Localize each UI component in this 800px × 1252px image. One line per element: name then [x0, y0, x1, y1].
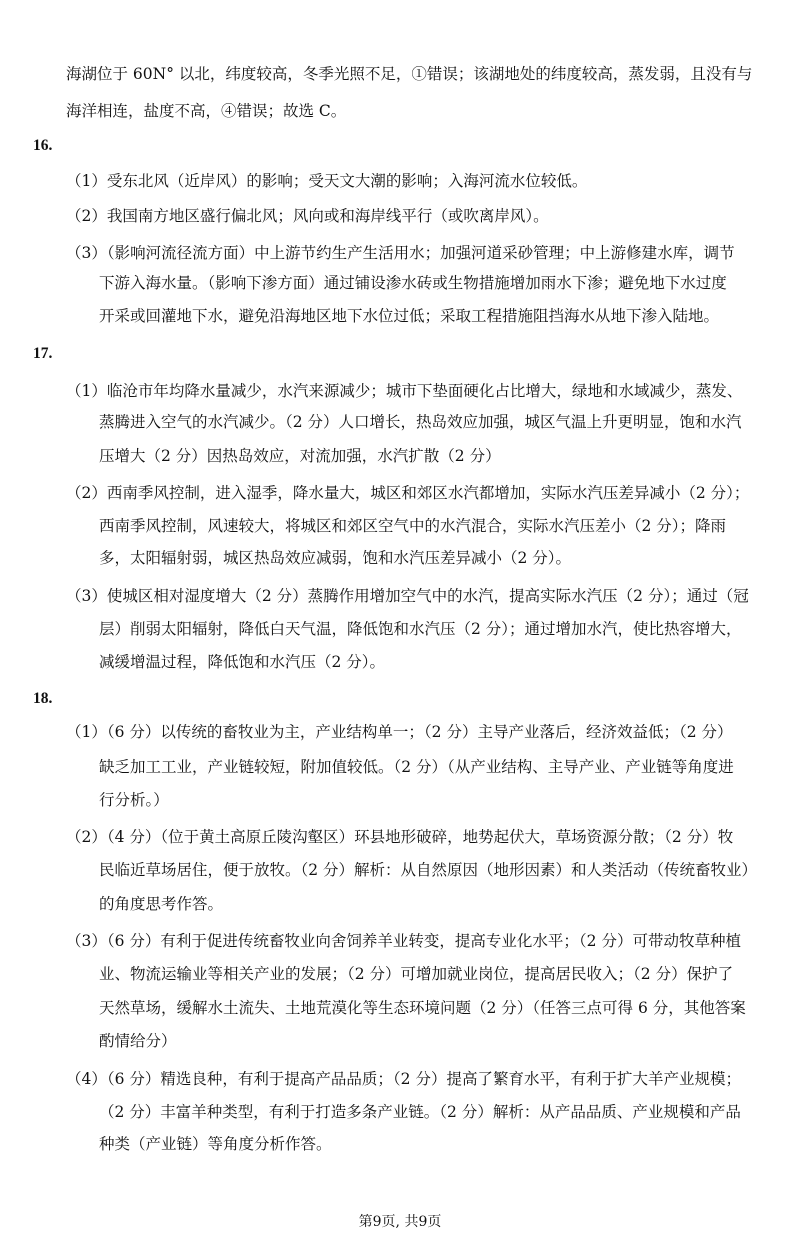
q18-answer-1-line: 行分析。） — [99, 791, 169, 809]
q16-answer-1-line: （1）受东北风（近岸风）的影响；受天文大潮的影响；入海河流水位较低。 — [66, 172, 588, 190]
question-number-16: 16. — [33, 137, 53, 154]
q18-answer-3-line: 天然草场，缓解水土流失、土地荒漠化等生态环境问题（2 分）（任答三点可得 6 分，其他答案 — [99, 999, 746, 1017]
q17-answer-2-line: 西南季风控制，风速较大，将城区和郊区空气中的水汽混合，实际水汽压差小（2 分）；降雨 — [99, 517, 727, 535]
q17-answer-1-line: 压增大（2 分）因热岛效应，对流加强，水汽扩散（2 分） — [99, 447, 501, 465]
q18-answer-2-line: 民临近草场居住，便于放牧。（2 分）解析：从自然原因（地形因素）和人类活动（传统畜牧业） — [99, 861, 758, 879]
q18-answer-3-line: 酌情给分） — [99, 1032, 177, 1050]
q17-answer-1-line: 蒸腾进入空气的水汽减少。（2 分）人口增长，热岛效应加强，城区气温上升更明显，饱和水汽 — [99, 413, 742, 431]
question-number-17: 17. — [33, 345, 53, 362]
q17-answer-3-line: （3）使城区相对湿度增大（2 分）蒸腾作用增加空气中的水汽，提高实际水汽压（2 分）；通过（冠 — [66, 587, 749, 605]
intro-line: 海湖位于 60N° 以北，纬度较高，冬季光照不足，①错误；该湖地处的纬度较高，蒸发弱，且没有与 — [66, 65, 753, 83]
q16-answer-3-line: 开采或回灌地下水，避免沿海地区地下水位过低；采取工程措施阻挡海水从地下渗入陆地。 — [99, 307, 720, 325]
q18-answer-4-line: 种类（产业链）等角度分析作答。 — [99, 1135, 332, 1153]
q18-answer-3-line: 业、物流运输业等相关产业的发展；（2 分）可增加就业岗位，提高居民收入；（2 分）保护了 — [99, 965, 734, 983]
q17-answer-1-line: （1）临沧市年均降水量减少，水汽来源减少；城市下垫面硬化占比增大，绿地和水域减少，蒸发、 — [66, 382, 743, 400]
q16-answer-2-line: （2）我国南方地区盛行偏北风；风向或和海岸线平行（或吹离岸风）。 — [66, 207, 549, 225]
q18-answer-4-line: （4）（6 分）精选良种，有利于提高产品品质；（2 分）提高了繁育水平，有利于扩大羊产业规模； — [66, 1070, 741, 1088]
intro-line: 海洋相连，盐度不高，④错误；故选 C。 — [66, 102, 347, 120]
page-number-footer: 第9页, 共9页 — [358, 1214, 442, 1230]
q16-answer-3-line: （3）（影响河流径流方面）中上游节约生产生活用水；加强河道采砂管理；中上游修建水库，调节 — [66, 244, 735, 262]
q18-answer-1-line: 缺乏加工工业，产业链较短，附加值较低。（2 分）（从产业结构、主导产业、产业链等角度进 — [99, 758, 734, 776]
q17-answer-2-line: 多，太阳辐射弱，城区热岛效应减弱，饱和水汽压差异减小（2 分）。 — [99, 549, 572, 567]
q17-answer-3-line: 减缓增温过程，降低饱和水汽压（2 分）。 — [99, 653, 386, 671]
q18-answer-4-line: （2 分）丰富羊种类型，有利于打造多条产业链。（2 分）解析：从产品品质、产业规模和产品 — [99, 1103, 741, 1121]
q17-answer-2-line: （2）西南季风控制，进入湿季，降水量大，城区和郊区水汽都增加，实际水汽压差异减小（2 分）； — [66, 484, 750, 502]
q18-answer-2-line: 的角度思考作答。 — [99, 895, 224, 913]
q18-answer-1-line: （1）（6 分）以传统的畜牧业为主，产业结构单一；（2 分）主导产业落后，经济效益低；（2 分） — [66, 723, 733, 741]
q16-answer-3-line: 下游入海水量。（影响下渗方面）通过铺设渗水砖或生物措施增加雨水下渗；避免地下水过度 — [99, 274, 727, 292]
q17-answer-3-line: 层）削弱太阳辐射，降低白天气温，降低饱和水汽压（2 分）；通过增加水汽，使比热容增大， — [99, 620, 742, 638]
q18-answer-3-line: （3）（6 分）有利于促进传统畜牧业向舍饲养羊业转变，提高专业化水平；（2 分）可带动牧草种植 — [66, 932, 741, 950]
question-number-18: 18. — [33, 690, 53, 707]
q18-answer-2-line: （2）（4 分）（位于黄土高原丘陵沟壑区）环县地形破碎，地势起伏大，草场资源分散；（2 分）牧 — [66, 828, 734, 846]
